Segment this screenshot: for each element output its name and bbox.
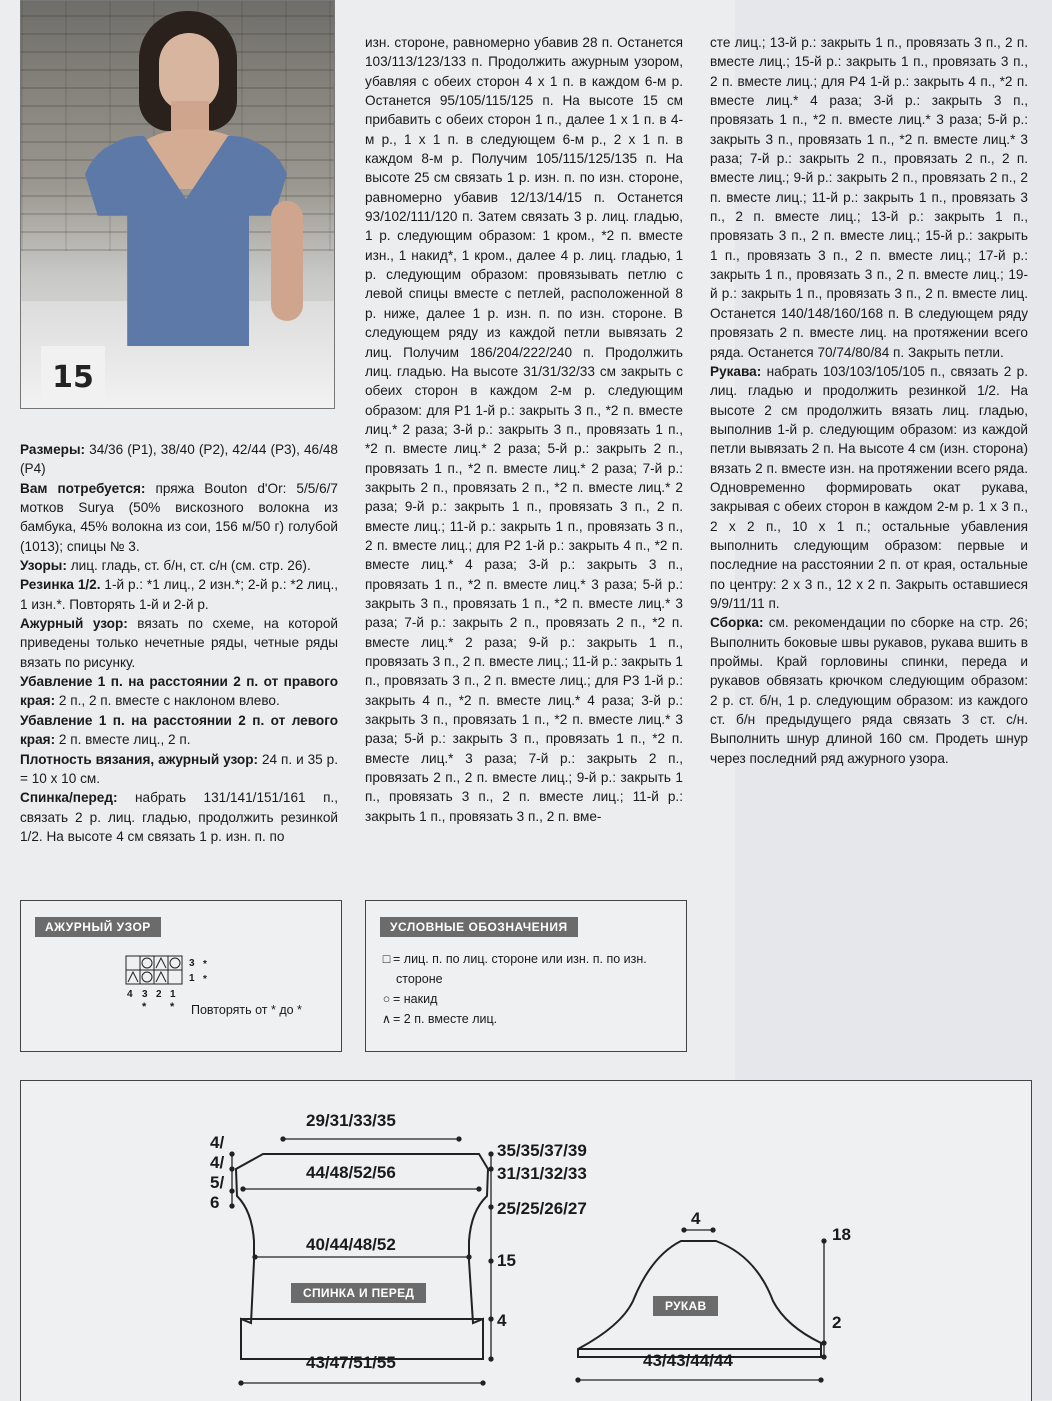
sleeve-top-width: 4 (691, 1209, 701, 1228)
legend-text: стороне (396, 972, 443, 986)
sleeve-piece-label: РУКАВ (653, 1296, 718, 1316)
paragraph (710, 362, 1028, 613)
pattern-diagrams (20, 1080, 1032, 1401)
row-star-3: * (203, 959, 207, 970)
body-bottom-width: 43/47/51/55 (306, 1353, 396, 1372)
legend-box (365, 900, 687, 1052)
paragraph (20, 575, 338, 614)
paragraph-text: изн. стороне, равномерно убавив 28 п. Останется 103/113/123/133 п. Продолжить ажурным узором, убавляя с обеих сторон 4 х 1 п. в каждом 6-м р. Останется 95/105/115/125 п. На высоте 15 см прибавить с обеих сторон 1 п., далее 1 х 1 п. в 4-м р., 1 х 1 п. в следующем 6-м р., 2 х 1 п. в каждом 8-м р. Получим 105/115/125/135 п. На высоте 25 см связать 1 р. изн. п. по изн. стороне, равномерно убавив 12/13/14/15 п. Останется 93/102/111/120 п. Затем связать 3 р. лиц. гладью, 1 р. следующим образом: 1 кром., *2 п. вместе изн., 1 накид*, 1 кром., далее 4 р. лиц. гладью, 1 р. следующим образом: провязывать петлю с левой спицы вместе с петлей, расположенной 8 р. ниже, далее 1 р. изн. п. по изн. стороне. В следующем ряду из каждой петли вывязать 2 лиц. Получим 186/204/222/240 п. Продолжить лиц. гладью. На высоте 31/31/32/33 см закрыть с обеих сторон в каждом 2-м р. следующим образом: для Р1 1-й р.: закрыть 3 п., *2 п. вместе лиц.* 2 раза; 3-й р.: закрыть 3 п., провязать 1 п., *2 п. вместе лиц.* 2 раза; 5-й р.: закрыть 2 п., провязать 1 п., *2 п. вместе лиц.* 2 раза; 7-й р.: закрыть 2 п., провязать 2 п., *2 п. вместе лиц.* 2 раза; 9-й р.: закрыть 1 п., провязать 3 п., 2 п. вместе лиц.; 11-й р.: закрыть 1 п., провязать 3 п., 2 п. вместе лиц.; для Р2 1-й р.: закрыть 4 п., *2 п. вместе лиц.* 4 раза; 3-й р.: закрыть 3 п., провязать 1 п., *2 п. вместе лиц.* 3 раза; 5-й р.: закрыть 3 п., провязать 1 п., *2 п. вместе лиц.* 3 раза; 7-й р.: закрыть 2 п., провязать 2 п., *2 п. вместе лиц.* 2 раза; 9-й р.: закрыть 1 п., провязать 3 п., 2 п. вместе лиц.; 11-й р.: закрыть 1 п., провязать 3 п., 2 п. вместе лиц.; для Р3 1-й р.: закрыть 4 п., *2 п. вместе лиц.* 4 раза; 3-й р.: закрыть 3 п., провязать 1 п., *2 п. вместе лиц.* 3 раза; 5-й р.: закрыть 3 п., провязать 1 п., *2 п. вместе лиц.* 3 раза; 7-й р.: закрыть 2 п., провязать 2 п., 2 п. вместе лиц.; 9-й р.: закрыть 1 п., провязать 3 п., 2 п. вместе лиц.; 11-й р.: закрыть 1 п., провязать 3 п., 2 п. вме- (365, 35, 683, 824)
text-column-1 (20, 440, 338, 846)
paragraph (20, 672, 338, 711)
row-star-1: * (203, 974, 207, 985)
paragraph (20, 614, 338, 672)
body-right-dim-2: 31/31/32/33 (497, 1164, 587, 1183)
paragraph (20, 750, 338, 789)
sleeve-bottom-width: 43/43/44/44 (643, 1351, 733, 1370)
col-label-1: 1 (170, 989, 176, 1000)
paragraph-heading: Узоры: (20, 558, 67, 574)
repeat-star-right: * (170, 1001, 175, 1013)
model-photo (20, 0, 335, 409)
paragraph-text: набрать 103/103/105/105 п., связать 2 р. лиц. гладью и продолжить резинкой 1/2. На высоте 2 см продолжить вязать лиц. гладью, выполнив 1-й р. следующим образом: из каждой петли вывязать 2 п. На высоте 4 см (изн. сторона) вязать 2 п. вместе изн. на протяжении всего ряда. Одновременно формировать окат рукава, закрывая с обеих сторон в каждом 2-м р. 1 х 3 п., 2 х 2 п., 10 х 1 п.; остальные убавления выполнить следующим образом: первые и последние на расстоянии 2 п. от края, остальные по центру: 2 х 3 п., 12 х 2 п. Закрыть оставшиеся 9/9/11/11 п. (710, 363, 1028, 611)
paragraph-heading: Резинка 1/2. (20, 577, 101, 593)
paragraph (20, 711, 338, 750)
sleeve-height: 18 (832, 1225, 851, 1244)
paragraph (20, 788, 338, 846)
paragraph (20, 556, 338, 575)
paragraph-text: набрать 131/141/151/161 п., связать 2 р. лиц. гладью, продолжить резинкой 1/2. На высоте 4 см связать 1 р. изн. п. по (20, 790, 338, 844)
body-right-dim-1: 35/35/37/39 (497, 1141, 587, 1160)
repeat-star-left: * (142, 1001, 147, 1013)
lace-chart (21, 901, 341, 1051)
legend-title: УСЛОВНЫЕ ОБОЗНАЧЕНИЯ (380, 917, 578, 937)
paragraph (365, 33, 683, 826)
legend-text: = накид (393, 992, 438, 1006)
paragraph-text: 2 п. вместе лиц., 2 п. (55, 732, 191, 748)
paragraph-text: сте лиц.; 13-й р.: закрыть 1 п., провязать 3 п., 2 п. вместе лиц.; 15-й р.: закрыть 1 п., провязать 3 п., 2 п. вместе лиц.; для Р4 1-й р.: закрыть 4 п., *2 п. вместе лиц.* 4 раза; 3-й р.: закрыть 3 п., провязать 1 п., *2 п. вместе лиц.* 3 раза; 5-й р.: закрыть 3 п., провязать 1 п., *2 п. вместе лиц.* 3 раза; 7-й р.: закрыть 2 п., провязать 2 п., 2 п. вместе лиц.; 9-й р.: закрыть 2 п., провязать 2 п., 2 п. вместе лиц.; 11-й р.: закрыть 1 п., провязать 3 п., 2 п. вместе лиц.; 13-й р.: закрыть 1 п., провязать 3 п., 2 п. вместе лиц.; 15-й р.: закрыть 1 п., провязать 3 п., 2 п. вместе лиц.; 17-й р.: закрыть 1 п., провязать 3 п., 2 п. вместе лиц.; 19-й р.: закрыть 1 п., провязать 3 п., 2 п. вместе лиц. Останется 140/148/160/168 п. В следующем ряду провязать 2 п. вместе лиц. на протяжении всего ряда. Останется 70/74/80/84 п. Закрыть петли. (710, 35, 1028, 360)
paragraph-heading: Спинка/перед: (20, 790, 118, 806)
col-label-4: 4 (127, 989, 133, 1000)
paragraph (20, 479, 338, 556)
legend-text: = 2 п. вместе лиц. (393, 1012, 498, 1026)
body-top-width: 29/31/33/35 (306, 1111, 396, 1130)
circle-icon: ○ (382, 992, 391, 1006)
legend-item-k2tog (380, 1009, 497, 1029)
body-piece-label: СПИНКА И ПЕРЕД (291, 1283, 426, 1303)
paragraph-heading: Плотность вязания, ажурный узор: (20, 751, 259, 767)
paragraph-heading: Убавление 1 п. на расстоянии 2 п. от правого края: (20, 674, 338, 709)
body-right-dim-3: 25/25/26/27 (497, 1199, 587, 1218)
body-left-dim-b: 4/ (210, 1153, 225, 1172)
paragraph (20, 440, 338, 479)
paragraph-text: лиц. гладь, ст. б/н, ст. с/н (см. стр. 26). (66, 558, 311, 574)
legend-item-yarnover (380, 989, 437, 1009)
paragraph-heading: Сборка: (710, 615, 764, 631)
model-face (159, 33, 219, 111)
legend-text: = лиц. п. по лиц. стороне или изн. п. по изн. (393, 952, 647, 966)
col-label-2: 2 (156, 989, 162, 1000)
paragraph-text: 24 п. и 35 р. = 10 х 10 см. (20, 751, 338, 786)
caret-icon: ∧ (381, 1012, 392, 1026)
body-left-dim-d: 6 (210, 1193, 220, 1212)
empty-square-icon: □ (382, 952, 391, 966)
paragraph-text: 1-й р.: *1 лиц., 2 изн.*; 2-й р.: *2 лиц., 1 изн.*. Повторять 1-й и 2-й р. (20, 577, 338, 612)
lace-pattern-box (20, 900, 342, 1052)
paragraph-heading: Размеры: (20, 442, 86, 457)
paragraph-text: 2 п., 2 п. вместе с наклоном влево. (55, 693, 280, 709)
legend-item-knit-cont (396, 969, 443, 989)
row-label-3: 3 (189, 958, 195, 969)
sleeve-cuff-height: 2 (832, 1313, 842, 1332)
body-waist-width: 40/44/48/52 (306, 1235, 396, 1254)
text-column-2 (365, 33, 683, 826)
paragraph-text: 34/36 (Р1), 38/40 (Р2), 42/44 (Р3), 46/48 (Р4) (20, 442, 338, 477)
body-right-dim-4: 15 (497, 1251, 516, 1270)
paragraph-heading: Вам потребуется: (20, 480, 146, 496)
model-arm (271, 201, 303, 321)
paragraph-heading: Ажурный узор: (20, 616, 128, 632)
lace-pattern-title: АЖУРНЫЙ УЗОР (35, 917, 161, 937)
col-label-3: 3 (142, 989, 148, 1000)
repeat-text: Повторять от * до * (191, 1003, 302, 1017)
paragraph (710, 613, 1028, 768)
pattern-number: 15 (41, 346, 105, 408)
body-left-dim-a: 4/ (210, 1133, 225, 1152)
paragraph-heading: Рукава: (710, 363, 762, 379)
schematic-drawings (21, 1081, 1031, 1401)
body-shoulder-width: 44/48/52/56 (306, 1163, 396, 1182)
paragraph-heading: Убавление 1 п. на расстоянии 2 п. от левого края: (20, 712, 338, 748)
legend-item-knit (380, 949, 647, 969)
paragraph-text: см. рекомендации по сборке на стр. 26; Выполнить боковые швы рукавов, рукава вшить в проймы. Край горловины спинки, переда и рукавов обвязать крючком следующим образом: 2 р. ст. б/н, 1 р. следующим образом: из каждого ст. б/н предыдущего ряда связать 3 ст. с/н. Выполнить шнур длиной 160 см. Продеть шнур через последний ряд ажурного узора. (710, 615, 1028, 766)
row-label-1: 1 (189, 973, 195, 984)
body-left-dim-c: 5/ (210, 1173, 225, 1192)
paragraph-text: вязать по схеме, на которой приведены только нечетные ряды, четные ряды вязать по рисунку. (20, 616, 339, 670)
body-right-dim-5: 4 (497, 1311, 507, 1330)
paragraph (710, 33, 1028, 362)
text-column-3 (710, 33, 1028, 768)
paragraph-text: пряжа Bouton d'Or: 5/5/6/7 мотков Surya (50% вискозного волокна из бамбука, 45% волокна из сои, 156 м/50 г) голубой (1013); спицы № 3. (20, 480, 338, 554)
